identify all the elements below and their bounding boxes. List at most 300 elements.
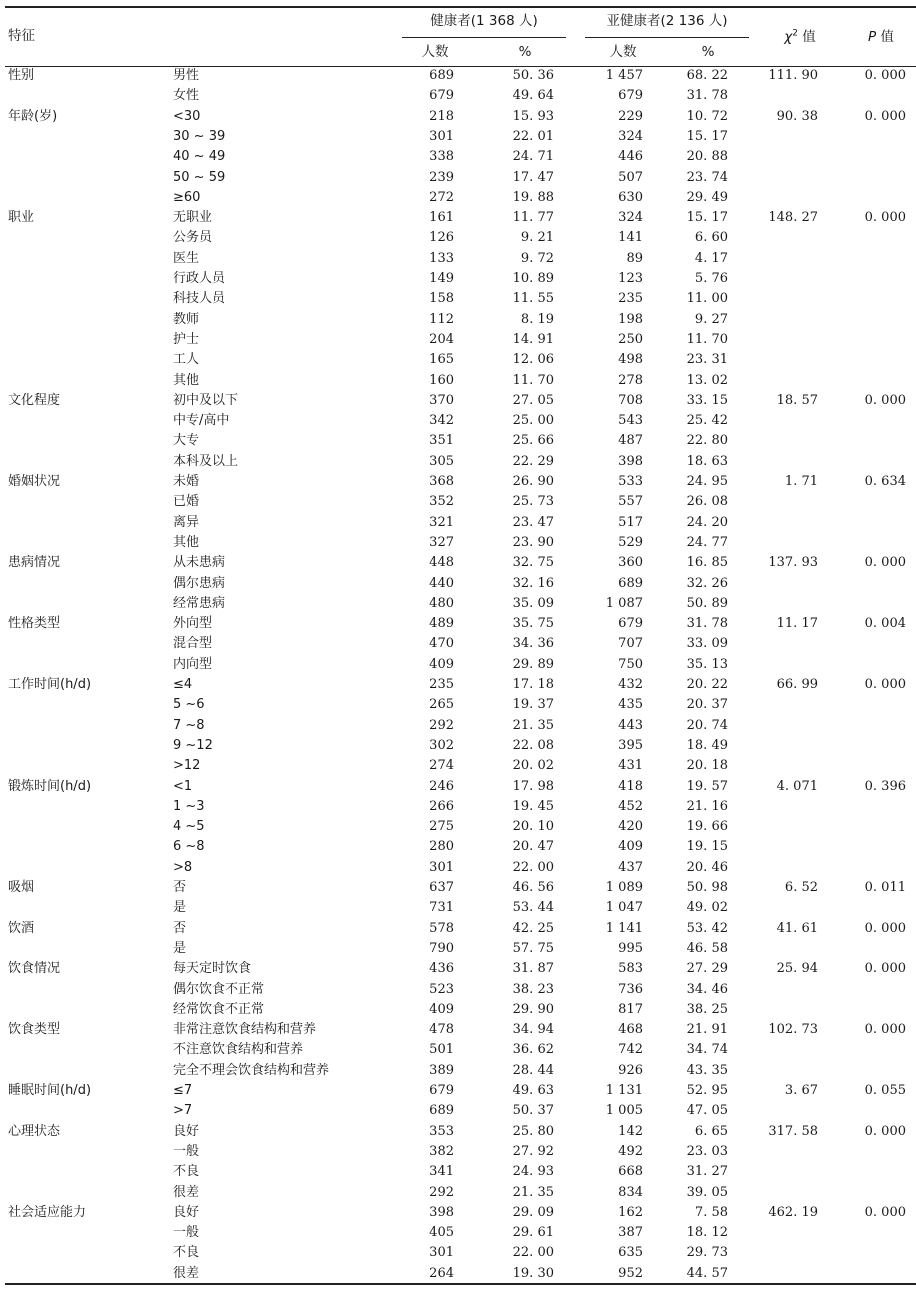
p-value: 0. 000	[864, 1123, 906, 1139]
chi-superscript: 2	[792, 28, 798, 39]
healthy-count: 370	[429, 392, 454, 408]
feature-label: 饮食类型	[8, 1022, 61, 1038]
healthy-count: 275	[429, 819, 454, 835]
subhealthy-count: 834	[618, 1184, 643, 1200]
healthy-percent: 9. 21	[520, 230, 554, 246]
healthy-percent: 20. 10	[512, 819, 554, 835]
subhealthy-count: 1 141	[605, 920, 643, 936]
healthy-percent: 11. 70	[512, 372, 554, 388]
p-value: 0. 004	[864, 616, 906, 632]
subhealthy-percent: 9. 27	[694, 311, 728, 327]
subhealthy-percent: 50. 98	[686, 880, 728, 895]
healthy-percent: 22. 08	[512, 737, 554, 753]
subhealthy-percent: 53. 42	[686, 920, 728, 936]
feature-label: 饮酒	[8, 920, 35, 936]
feature-label: 性格类型	[8, 616, 61, 632]
healthy-count: 266	[429, 798, 454, 814]
healthy-percent: 29. 90	[512, 1001, 554, 1017]
healthy-count: 302	[429, 737, 454, 753]
subhealthy-percent: 34. 74	[686, 1042, 728, 1058]
category-label: 7 ~8	[173, 717, 205, 733]
subhealthy-count: 630	[618, 189, 643, 205]
healthy-percent: 10. 89	[512, 271, 554, 286]
header-feature: 特征	[8, 28, 35, 44]
healthy-count: 637	[429, 880, 454, 895]
chi-square-value: 317. 58	[768, 1123, 818, 1139]
subhealthy-percent: 33. 09	[686, 636, 728, 652]
healthy-count: 368	[429, 474, 454, 489]
subhealthy-percent: 15. 17	[686, 210, 728, 226]
healthy-count: 235	[429, 677, 454, 692]
healthy-count: 353	[429, 1123, 454, 1139]
p-value: 0. 000	[864, 68, 906, 83]
subhealthy-percent: 35. 13	[686, 656, 728, 672]
subhealthy-count: 123	[618, 271, 643, 286]
category-label: 本科及以上	[173, 453, 239, 469]
healthy-count: 489	[429, 616, 454, 632]
feature-label: 职业	[8, 210, 35, 226]
healthy-percent: 17. 47	[512, 169, 554, 185]
subhealthy-count: 742	[618, 1042, 643, 1058]
healthy-percent: 42. 25	[512, 920, 554, 936]
healthy-count: 112	[429, 311, 454, 327]
feature-label: 年龄(岁)	[8, 108, 58, 124]
subhealthy-percent: 24. 20	[686, 514, 728, 530]
subhealthy-count: 492	[618, 1143, 643, 1159]
subhealthy-count: 437	[618, 859, 643, 875]
subhealthy-percent: 31. 78	[686, 616, 728, 632]
p-symbol: P	[868, 29, 877, 45]
chi-square-value: 18. 57	[776, 392, 818, 408]
category-label: 5 ~6	[173, 697, 205, 713]
p-value: 0. 011	[864, 880, 906, 895]
subhealthy-percent: 23. 31	[686, 352, 728, 368]
subhealthy-count: 446	[618, 149, 643, 165]
healthy-count: 342	[429, 413, 454, 429]
p-value: 0. 000	[864, 677, 906, 692]
healthy-count: 161	[429, 210, 454, 226]
chi-square-value: 41. 61	[776, 920, 818, 936]
subhealthy-count: 418	[618, 778, 643, 794]
healthy-count: 239	[429, 169, 454, 185]
chi-square-value: 6. 52	[784, 880, 818, 895]
category-label: 4 ~5	[173, 819, 205, 835]
subhealthy-count: 395	[618, 737, 643, 753]
healthy-percent: 8. 19	[520, 311, 554, 327]
healthy-count: 165	[429, 352, 454, 368]
healthy-percent: 23. 47	[512, 514, 554, 530]
p-value: 0. 000	[864, 920, 906, 936]
healthy-percent: 15. 93	[512, 108, 554, 124]
healthy-count: 341	[429, 1164, 454, 1180]
healthy-count: 274	[429, 758, 454, 774]
category-label: 工人	[173, 352, 200, 368]
healthy-count: 280	[429, 839, 454, 855]
category-label: ≤4	[173, 677, 193, 692]
header-p-value	[850, 27, 912, 47]
subhealthy-percent: 49. 02	[686, 900, 728, 916]
healthy-count: 523	[429, 981, 454, 997]
healthy-count: 470	[429, 636, 454, 652]
healthy-count: 338	[429, 149, 454, 165]
subhealthy-percent: 25. 42	[686, 413, 728, 429]
p-value: 0. 396	[864, 778, 906, 794]
category-label: 是	[173, 900, 187, 916]
chi-square-value: 66. 99	[776, 677, 818, 692]
healthy-count: 264	[429, 1265, 454, 1281]
subhealthy-percent: 68. 22	[686, 68, 728, 83]
subhealthy-count: 1 131	[605, 1083, 643, 1098]
subhealthy-percent: 23. 03	[686, 1143, 728, 1159]
healthy-percent: 50. 37	[512, 1103, 554, 1119]
category-label: 一般	[173, 1225, 200, 1241]
category-label: 混合型	[173, 636, 213, 652]
subhealthy-percent: 11. 70	[686, 331, 728, 347]
subhealthy-percent: 10. 72	[686, 108, 728, 124]
subhealthy-count: 689	[618, 575, 643, 591]
healthy-count: 679	[429, 1083, 454, 1098]
subhealthy-count: 324	[618, 210, 643, 226]
healthy-percent: 19. 30	[512, 1265, 554, 1281]
healthy-percent: 29. 09	[512, 1204, 554, 1220]
subhealthy-count: 229	[618, 108, 643, 124]
category-label: 经常患病	[173, 595, 226, 611]
subhealthy-percent: 46. 58	[686, 940, 728, 956]
subhealthy-percent: 20. 88	[686, 149, 728, 165]
subhealthy-count: 198	[618, 311, 643, 327]
category-label: 不注意饮食结构和营养	[173, 1042, 304, 1058]
header-sub-count: 人数	[609, 44, 637, 60]
subhealthy-count: 409	[618, 839, 643, 855]
subhealthy-percent: 19. 57	[686, 778, 728, 794]
healthy-count: 448	[429, 555, 454, 571]
subhealthy-count: 432	[618, 677, 643, 692]
healthy-count: 389	[429, 1062, 454, 1078]
subhealthy-percent: 29. 49	[686, 189, 728, 205]
healthy-count: 382	[429, 1143, 454, 1159]
subhealthy-percent: 31. 78	[686, 88, 728, 104]
chi-square-value: 462. 19	[768, 1204, 818, 1220]
chi-square-value: 102. 73	[768, 1022, 818, 1038]
subhealthy-count: 583	[618, 961, 643, 977]
subhealthy-count: 517	[618, 514, 643, 530]
category-label: 内向型	[173, 656, 213, 672]
subhealthy-count: 142	[618, 1123, 643, 1139]
subhealthy-count: 1 047	[605, 900, 643, 916]
subhealthy-percent: 15. 17	[686, 128, 728, 144]
category-label: 无职业	[173, 210, 213, 226]
healthy-percent: 12. 06	[512, 352, 554, 368]
category-label: 中专/高中	[173, 413, 230, 429]
subhealthy-percent: 20. 22	[686, 677, 728, 692]
subhealthy-percent: 20. 18	[686, 758, 728, 774]
category-label: 医生	[173, 250, 200, 266]
subhealthy-count: 360	[618, 555, 643, 571]
subhealthy-percent: 18. 12	[686, 1225, 728, 1241]
category-label: 1 ~3	[173, 798, 205, 814]
chi-square-value: 4. 071	[776, 778, 818, 794]
healthy-percent: 26. 90	[512, 474, 554, 489]
healthy-count: 689	[429, 1103, 454, 1119]
healthy-percent: 17. 98	[512, 778, 554, 794]
healthy-count: 480	[429, 595, 454, 611]
subhealthy-percent: 33. 15	[686, 392, 728, 408]
subhealthy-percent: 27. 29	[686, 961, 728, 977]
healthy-count: 301	[429, 1245, 454, 1261]
category-label: 女性	[173, 88, 200, 104]
healthy-percent: 36. 62	[512, 1042, 554, 1058]
header-healthy-percent: %	[518, 44, 532, 60]
category-label: >12	[173, 758, 201, 774]
healthy-percent: 22. 01	[512, 128, 554, 144]
healthy-count: 409	[429, 1001, 454, 1017]
group-sub-underline	[585, 37, 749, 38]
subhealthy-percent: 32. 26	[686, 575, 728, 591]
healthy-count: 398	[429, 1204, 454, 1220]
feature-label: 性别	[8, 68, 35, 83]
feature-label: 心理状态	[8, 1123, 61, 1139]
healthy-count: 158	[429, 291, 454, 307]
healthy-percent: 20. 47	[512, 839, 554, 855]
chi-square-value: 90. 38	[776, 108, 818, 124]
healthy-percent: 20. 02	[512, 758, 554, 774]
p-value: 0. 055	[864, 1083, 906, 1098]
healthy-percent: 17. 18	[512, 677, 554, 692]
p-value: 0. 000	[864, 555, 906, 571]
category-label: 完全不理会饮食结构和营养	[173, 1062, 330, 1078]
category-label: 离异	[173, 514, 200, 530]
subhealthy-percent: 20. 37	[686, 697, 728, 713]
subhealthy-percent: 6. 60	[694, 230, 728, 246]
subhealthy-percent: 43. 35	[686, 1062, 728, 1078]
chi-square-value: 148. 27	[768, 210, 818, 226]
subhealthy-count: 507	[618, 169, 643, 185]
header-healthy-count: 人数	[421, 44, 449, 60]
category-label: ≥60	[173, 189, 201, 205]
subhealthy-count: 162	[618, 1204, 643, 1220]
subhealthy-percent: 39. 05	[686, 1184, 728, 1200]
healthy-count: 160	[429, 372, 454, 388]
healthy-percent: 25. 66	[512, 433, 554, 449]
p-suffix: 值	[876, 29, 894, 45]
healthy-percent: 22. 29	[512, 453, 554, 469]
subhealthy-count: 278	[618, 372, 643, 388]
subhealthy-count: 926	[618, 1062, 643, 1078]
category-label: 经常饮食不正常	[173, 1001, 265, 1017]
healthy-percent: 31. 87	[512, 961, 554, 977]
feature-label: 婚姻状况	[8, 474, 61, 489]
feature-label: 饮食情况	[8, 961, 61, 977]
subhealthy-count: 324	[618, 128, 643, 144]
healthy-percent: 24. 93	[512, 1164, 554, 1180]
healthy-count: 327	[429, 534, 454, 550]
category-label: <30	[173, 108, 201, 124]
category-label: 每天定时饮食	[173, 961, 252, 977]
category-label: 50 ~ 59	[173, 169, 226, 185]
category-label: 偶尔患病	[173, 575, 226, 591]
chi-square-value: 25. 94	[776, 961, 818, 977]
healthy-percent: 25. 00	[512, 413, 554, 429]
subhealthy-count: 817	[618, 1001, 643, 1017]
healthy-percent: 23. 90	[512, 534, 554, 550]
healthy-percent: 25. 73	[512, 494, 554, 510]
category-label: 未婚	[173, 474, 200, 489]
subhealthy-count: 679	[618, 616, 643, 632]
subhealthy-percent: 5. 76	[694, 271, 728, 286]
healthy-percent: 11. 77	[512, 210, 554, 226]
healthy-count: 409	[429, 656, 454, 672]
healthy-count: 501	[429, 1042, 454, 1058]
healthy-percent: 27. 92	[512, 1143, 554, 1159]
bottom-rule	[5, 1283, 916, 1285]
subhealthy-percent: 20. 46	[686, 859, 728, 875]
subhealthy-percent: 44. 57	[686, 1265, 728, 1281]
healthy-percent: 49. 64	[512, 88, 554, 104]
chi-suffix: 值	[797, 29, 816, 45]
category-label: 初中及以下	[173, 392, 239, 408]
subhealthy-count: 443	[618, 717, 643, 733]
category-label: 其他	[173, 372, 200, 388]
chi-square-value: 1. 71	[784, 474, 818, 489]
category-label: 6 ~8	[173, 839, 205, 855]
subhealthy-percent: 50. 89	[686, 595, 728, 611]
subhealthy-percent: 24. 77	[686, 534, 728, 550]
category-label: 不良	[173, 1245, 200, 1261]
feature-label: 社会适应能力	[8, 1204, 87, 1220]
chi-square-value: 137. 93	[768, 555, 818, 571]
category-label: 30 ~ 39	[173, 128, 226, 144]
chi-square-value: 11. 17	[776, 616, 818, 632]
category-label: 已婚	[173, 494, 200, 510]
subhealthy-percent: 22. 80	[686, 433, 728, 449]
p-value: 0. 000	[864, 108, 906, 124]
subhealthy-count: 89	[626, 250, 643, 266]
subhealthy-count: 995	[618, 940, 643, 956]
healthy-count: 436	[429, 961, 454, 977]
healthy-count: 352	[429, 494, 454, 510]
category-label: 良好	[173, 1204, 200, 1220]
category-label: <1	[173, 778, 193, 794]
healthy-percent: 32. 16	[512, 575, 554, 591]
subhealthy-percent: 31. 27	[686, 1164, 728, 1180]
subhealthy-percent: 52. 95	[686, 1083, 728, 1098]
healthy-count: 301	[429, 128, 454, 144]
healthy-percent: 29. 89	[512, 656, 554, 672]
healthy-count: 478	[429, 1022, 454, 1038]
feature-label: 文化程度	[8, 392, 61, 408]
category-label: 9 ~12	[173, 737, 213, 753]
category-label: 教师	[173, 311, 200, 327]
category-label: 外向型	[173, 616, 213, 632]
category-label: 从未患病	[173, 555, 226, 571]
category-label: >7	[173, 1103, 193, 1119]
subhealthy-count: 387	[618, 1225, 643, 1241]
subhealthy-percent: 29. 73	[686, 1245, 728, 1261]
subhealthy-count: 468	[618, 1022, 643, 1038]
healthy-count: 246	[429, 778, 454, 794]
subhealthy-count: 750	[618, 656, 643, 672]
feature-label: 吸烟	[8, 880, 35, 895]
healthy-count: 265	[429, 697, 454, 713]
feature-label: 锻炼时间(h/d)	[8, 778, 92, 794]
healthy-count: 731	[429, 900, 454, 916]
subhealthy-percent: 20. 74	[686, 717, 728, 733]
healthy-percent: 35. 75	[512, 616, 554, 632]
healthy-percent: 24. 71	[512, 149, 554, 165]
chi-symbol: χ	[784, 29, 793, 45]
subhealthy-count: 679	[618, 88, 643, 104]
category-label: 科技人员	[173, 291, 226, 307]
category-label: >8	[173, 859, 193, 875]
feature-label: 工作时间(h/d)	[8, 677, 92, 692]
subhealthy-count: 431	[618, 758, 643, 774]
subhealthy-percent: 24. 95	[686, 474, 728, 489]
subhealthy-percent: 18. 63	[686, 453, 728, 469]
p-value: 0. 000	[864, 210, 906, 226]
healthy-percent: 21. 35	[512, 717, 554, 733]
subhealthy-percent: 4. 17	[694, 250, 728, 266]
p-value: 0. 634	[864, 474, 906, 489]
subhealthy-count: 736	[618, 981, 643, 997]
healthy-percent: 19. 45	[512, 798, 554, 814]
healthy-count: 149	[429, 271, 454, 286]
category-label: 大专	[173, 433, 200, 449]
subhealthy-percent: 6. 65	[694, 1123, 728, 1139]
healthy-percent: 11. 55	[512, 291, 554, 307]
subhealthy-count: 533	[618, 474, 643, 489]
subhealthy-count: 452	[618, 798, 643, 814]
healthy-count: 292	[429, 1184, 454, 1200]
healthy-percent: 22. 00	[512, 859, 554, 875]
category-label: 是	[173, 940, 187, 956]
chi-square-value: 111. 90	[768, 68, 818, 83]
healthy-count: 133	[429, 250, 454, 266]
healthy-count: 790	[429, 940, 454, 956]
subhealthy-percent: 21. 16	[686, 798, 728, 814]
category-label: 很差	[173, 1184, 200, 1200]
healthy-count: 440	[429, 575, 454, 591]
healthy-count: 204	[429, 331, 454, 347]
healthy-percent: 28. 44	[512, 1062, 554, 1078]
healthy-percent: 29. 61	[512, 1225, 554, 1241]
category-label: 公务员	[173, 230, 213, 246]
subhealthy-percent: 23. 74	[686, 169, 728, 185]
healthy-count: 272	[429, 189, 454, 205]
subhealthy-count: 235	[618, 291, 643, 307]
healthy-count: 301	[429, 859, 454, 875]
subhealthy-percent: 13. 02	[686, 372, 728, 388]
healthy-percent: 22. 00	[512, 1245, 554, 1261]
subhealthy-percent: 19. 66	[686, 819, 728, 835]
subhealthy-count: 1 089	[605, 880, 643, 895]
healthy-percent: 53. 44	[512, 900, 554, 916]
healthy-percent: 25. 80	[512, 1123, 554, 1139]
group-healthy-underline	[402, 37, 566, 38]
healthy-percent: 57. 75	[512, 940, 554, 956]
top-rule	[5, 6, 916, 8]
category-label: 否	[173, 920, 187, 936]
subhealthy-count: 1 087	[605, 595, 643, 611]
healthy-percent: 9. 72	[520, 250, 554, 266]
healthy-percent: 19. 88	[512, 189, 554, 205]
subhealthy-percent: 47. 05	[686, 1103, 728, 1119]
subhealthy-percent: 34. 46	[686, 981, 728, 997]
category-label: 不良	[173, 1164, 200, 1180]
category-label: 很差	[173, 1265, 200, 1281]
subhealthy-percent: 7. 58	[694, 1204, 728, 1220]
p-value: 0. 000	[864, 392, 906, 408]
header-sub-percent: %	[701, 44, 715, 60]
